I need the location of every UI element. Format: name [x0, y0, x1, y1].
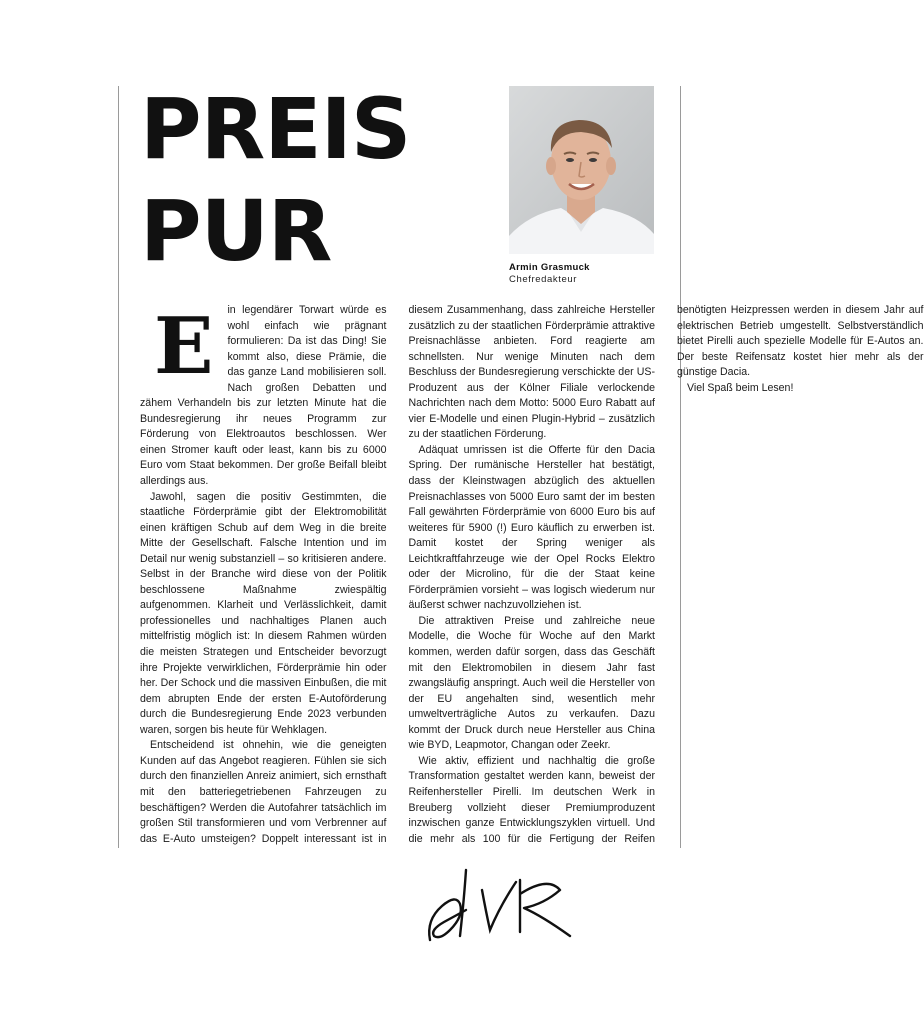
article-paragraph: Adäquat umrissen ist die Offerte für den Dacia Spring. Der rumänische Hersteller hat bestätigt, dass der Kleinstwagen abzüglich des aktuellen Preisnachlasses von 5000 Euro samt der im besten Fall gewährten Förderprämie von 6000 Euro bis auf weiteres für 5900 (!) Euro käuflich zu erwerben ist. Damit kostet der Spring weniger als Leichtkraftfahrzeuge wie der Opel Rocks Elektro oder der Microlino, für die der Staat keine Förderprämien vorsieht – was logisch wiederum nur äußerst schwer nachzuvollziehen ist. — [408, 443, 655, 612]
author-name: Armin Grasmuck — [509, 262, 590, 273]
right-column-rule — [680, 86, 681, 848]
headline-line-2: PUR — [140, 182, 332, 280]
article-paragraph-1 — [140, 303, 387, 490]
left-column-rule — [118, 86, 119, 848]
article-paragraph: Entscheidend ist ohnehin, wie die geneigten Kunden auf das Angebot reagieren. Fühlen sie sich durch den finanziellen Anreiz animiert, sich ernsthaft mit den batteriegetriebenen Fahrzeugen zu beschäftigen? Werden die Autofahrer tatsächlich im großen Stil transformieren und vom Verbrenner auf das E-Auto umsteigen? Doppelt interessant ist in diesem Zusammenhang, dass zahlreiche Hersteller zusätzlich zu der staatlichen Förderprämie attraktive Preisnachlässe anbieten. Ford reagierte am schnellsten. Nur wenige Minuten nach dem Beschluss der Bundesregierung verschickte der US-Produzent aus der Kölner Filiale verlockende Nachrichten nach dem Motto: 5000 Euro Rabatt auf vier E-Modelle und einen Plugin-Hybrid – zusätzlich zu der staatlichen Förderung. — [140, 304, 655, 845]
article-paragraph: Die attraktiven Preise und zahlreiche neue Modelle, die Woche für Woche auf den Markt kommen, werden dafür sorgen, dass das Geschäft mit den Elektromobilen in diesem Jahr fast zwangsläufig anspringt. Auch weil die Hersteller von der EU angehalten sind, wesentlich mehr umweltverträgliche Autos zu verkaufen. Dazu kommt der Druck durch neue Hersteller aus China wie BYD, Leapmotor, Changan oder Zeekr. — [408, 614, 655, 752]
article-paragraph: Jawohl, sagen die positiv Gestimmten, die staatliche Förderprämie gibt der Elektromobilität einen kräftigen Schub auf dem Weg in die breite Mitte der Gesellschaft. Falsche Intention und im Detail nur wenig substanziell – so kritisieren andere. Selbst in der Branche wird diese von der Politik beschlossene Maßnahme zwiespältig aufgenommen. Klarheit und Verlässlichkeit, damit professionelles und nachhaltiges Planen auch mittelfristig möglich ist: In diesem Rahmen würden die meisten Strategen und Entscheider bevorzugt ihre Projekte verwirklichen, Förderprämie hin oder her. Der Schock und die massiven Einbußen, die mit dem abrupten Ende der ersten E-Autoförderung durch die Bundesregierung Ende 2023 verbunden waren, sorgen bis heute für Wehklagen. — [140, 490, 387, 736]
article-paragraph: Wie aktiv, effizient und nachhaltig die große Transformation gestaltet werden kann, beweist der Reifenhersteller Pirelli. Im deutschen Werk in Breuberg vollzieht dieser Premiumproduzent inzwischen ganze Entwicklungszyklen virtuell. Und die mehr als 100 für die Fertigung der Reifen benötigten Heizpressen werden in diesem Jahr auf elektrischen Betrieb umgestellt. Selbstverständlich bietet Pirelli auch spezielle Modelle für E-Autos an. Der beste Reifensatz kostet hier mehr als der günstige Dacia. — [408, 304, 924, 845]
author-photo — [509, 86, 654, 254]
headline-line-1: PREIS — [140, 80, 411, 178]
article-body — [140, 301, 924, 855]
author-role: Chefredakteur — [509, 274, 578, 285]
headline — [140, 78, 410, 282]
author-signature — [420, 860, 580, 950]
article-lead-text: in legendärer Torwart würde es wohl einfach wie prägnant formulieren: Da ist das Ding! Sie kommt also, diese Prämie, die das ganze Land mobilisieren soll. Nach großen Debatten und zähem Verhandeln bis zur letzten Minute hat die Bundesregierung ihr neues Programm zur Förderung von Elektroautos beschlossen. Wer einen Stromer kauft oder least, kann bis zu 6000 Euro vom Staat bekommen. Der große Beifall bleibt allerdings aus. — [140, 304, 387, 488]
drop-cap: E — [154, 301, 214, 392]
article-closing: Viel Spaß beim Lesen! — [687, 381, 794, 394]
